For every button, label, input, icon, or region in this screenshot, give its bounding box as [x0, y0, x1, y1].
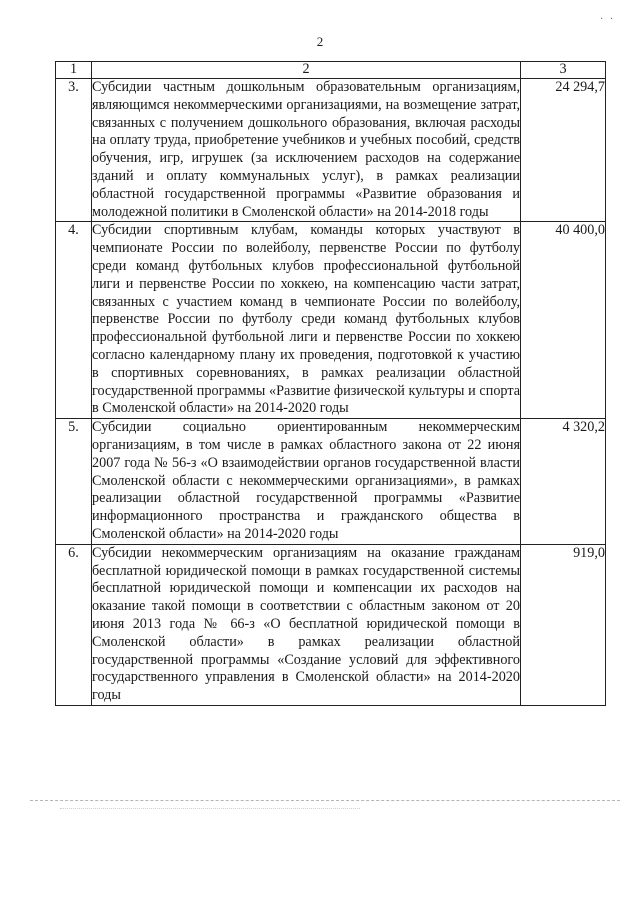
row-number: 3.: [56, 79, 92, 222]
table-row: [56, 419, 606, 545]
row-amount: 24 294,7: [521, 79, 606, 222]
scan-artifact-line: [60, 808, 360, 810]
row-amount: 40 400,0: [521, 222, 606, 419]
table-row: [56, 222, 606, 419]
row-number: 4.: [56, 222, 92, 419]
scan-artifact-line: [30, 800, 620, 802]
subsidies-table: [55, 61, 606, 706]
header-cell-number: 1: [56, 62, 92, 79]
row-description: Субсидии социально ориентированным некоммерческим организациям, в том числе в рамках областного закона от 22 июня 2007 года № 56-з «О взаимодействии органов государственной власти Смоленской области с некоммерческими организациями», в рамках реализации областной государственной программы «Развитие информационного пространства и гражданского общества в Смоленской области» на 2014-2020 годы: [92, 419, 521, 545]
header-cell-description: 2: [92, 62, 521, 79]
row-description: Субсидии частным дошкольным образовательным организациям, являющимся некоммерческими организациями, на возмещение затрат, связанных с получением дошкольного образования, включая расходы на оплату труда, приобретение учебников и учебных пособий, средств обучения, игр, игрушек (за исключением расходов на содержание зданий и оплату коммунальных услуг), в рамках реализации областной государственной программы «Развитие образования и молодежной политики в Смоленской области» на 2014-2018 годы: [92, 79, 521, 222]
scan-artifact-marks: · ·: [600, 14, 616, 25]
row-amount: 4 320,2: [521, 419, 606, 545]
row-amount: 919,0: [521, 544, 606, 705]
page-number: 2: [316, 34, 324, 49]
row-description: Субсидии некоммерческим организациям на оказание гражданам бесплатной юридической помощи в рамках государственной системы бесплатной юридической помощи и компенсации их расходов на оказание такой помощи в соответствии с областным законом от 20 июня 2013 года № 66-з «О бесплатной юридической помощи в Смоленской области» в рамках реализации областной государственной программы «Создание условий для эффективного государственного управления в Смоленской области» на 2014-2020 годы: [92, 544, 521, 705]
table-row: [56, 544, 606, 705]
table-header-row: [56, 62, 606, 79]
header-cell-amount: 3: [521, 62, 606, 79]
row-description: Субсидии спортивным клубам, команды которых участвуют в чемпионате России по волейболу, первенстве России по футболу среди команд футбольных клубов профессиональной футбольной лиги и первенстве России по хоккею, на компенсацию части затрат, связанных с участием команд в чемпионате России по волейболу, первенстве России по футболу среди команд футбольных клубов профессиональной футбольной лиги и первенстве России по хоккею согласно календарному плану их проведения, подготовкой к участию в спортивных соревнованиях, в рамках реализации областной государственной программы «Развитие физической культуры и спорта в Смоленской области» на 2014-2020 годы: [92, 222, 521, 419]
row-number: 6.: [56, 544, 92, 705]
table-row: [56, 79, 606, 222]
row-number: 5.: [56, 419, 92, 545]
